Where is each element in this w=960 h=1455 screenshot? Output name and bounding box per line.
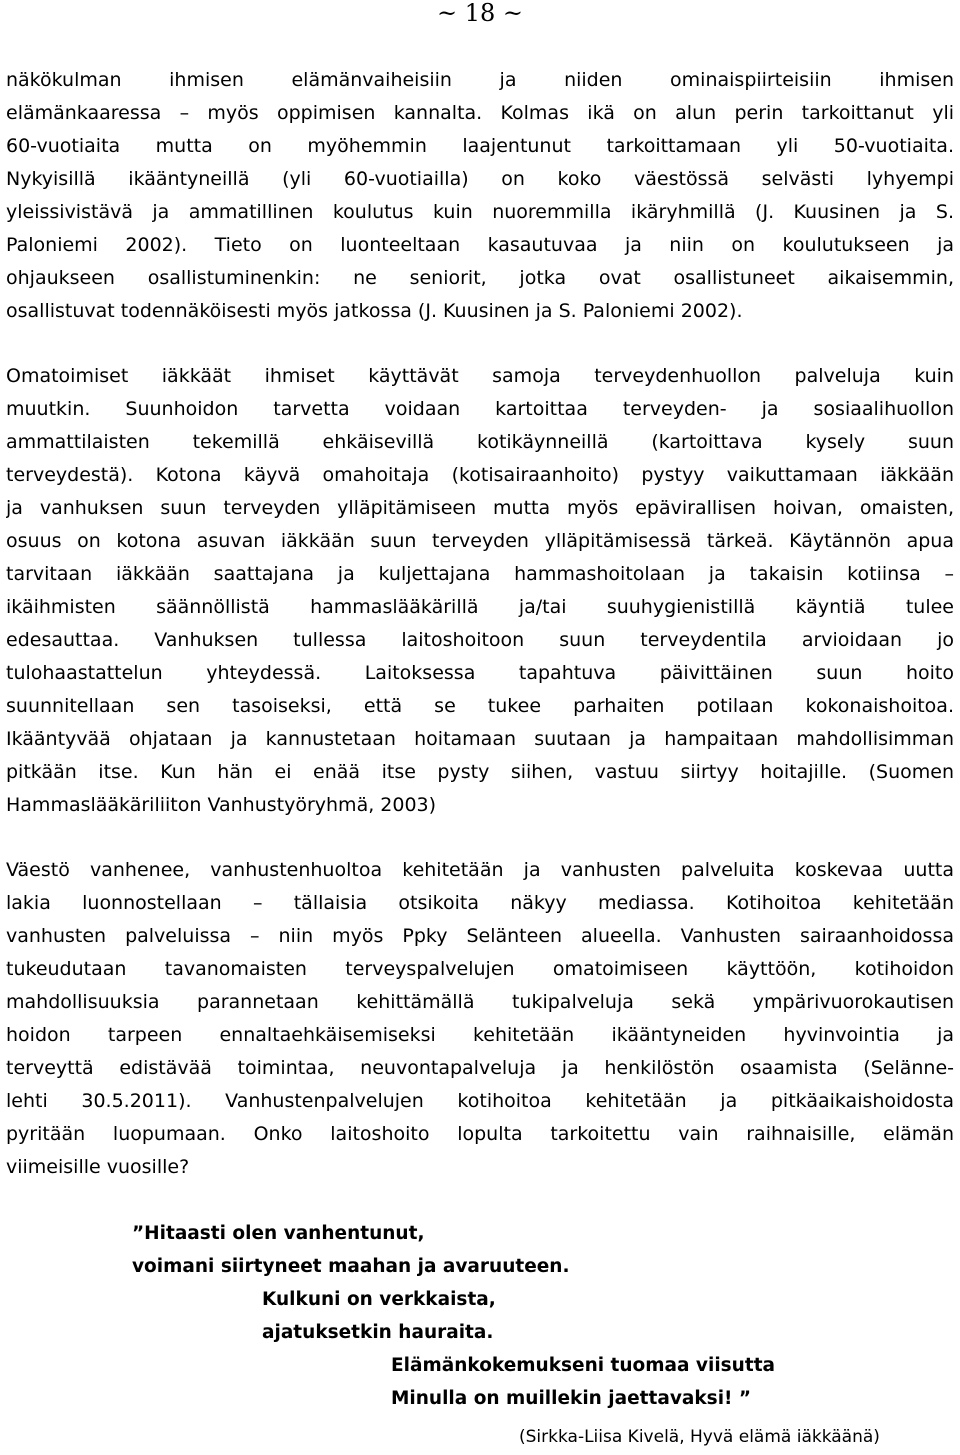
text-line: Ikääntyvää ohjataan ja kannustetaan hoitamaan suutaan ja hampaitaan mahdollisimman [6, 728, 954, 750]
text-line: pyritään luopumaan. Onko laitoshoito lopulta tarkoitettu vain raihnaisille, elämän [6, 1123, 954, 1145]
text-line: Väestö vanhenee, vanhustenhuoltoa kehitetään ja vanhusten palveluita koskevaa uutta [6, 859, 954, 881]
text-line: 60-vuotiaita mutta on myöhemmin laajentunut tarkoittamaan yli 50-vuotiaita. [6, 135, 954, 157]
poem-line: ”Hitaasti olen vanhentunut, [132, 1223, 425, 1244]
text-line: muutkin. Suunhoidon tarvetta voidaan kartoittaa terveyden- ja sosiaalihuollon [6, 398, 954, 420]
text-line: suunnitellaan sen tasoiseksi, että se tukee parhaiten potilaan kokonaishoitoa. [6, 695, 954, 717]
text-line: elämänkaaressa – myös oppimisen kannalta. Kolmas ikä on alun perin tarkoittanut yli [6, 102, 954, 124]
body-text [6, 64, 954, 1184]
text-line: vanhusten palveluissa – niin myös Ppky Selänteen alueella. Vanhusten sairaanhoidossa [6, 925, 954, 947]
poem-attribution: (Sirkka-Liisa Kivelä, Hyvä elämä iäkkäänä) [519, 1427, 880, 1447]
text-line: pitkään itse. Kun hän ei enää itse pysty siihen, vastuu siirtyy hoitajille. (Suomen [6, 761, 954, 783]
poem-line: Kulkuni on verkkaista, [262, 1289, 496, 1310]
poem-line: voimani siirtyneet maahan ja avaruuteen. [132, 1256, 570, 1277]
text-line: Nykyisillä ikääntyneillä (yli 60-vuotiailla) on koko väestössä selvästi lyhyempi [6, 168, 954, 190]
text-line: ohjaukseen osallistuminenkin: ne seniorit, jotka ovat osallistuneet aikaisemmin, [6, 267, 954, 289]
poem-line: Elämänkokemukseni tuomaa viisutta [391, 1355, 776, 1376]
poem-line: Minulla on muillekin jaettavaksi! ” [391, 1388, 752, 1409]
poem-line: ajatuksetkin hauraita. [262, 1322, 494, 1343]
text-line: Hammaslääkäriliiton Vanhustyöryhmä, 2003) [6, 794, 437, 816]
text-line: näkökulman ihmisen elämänvaiheisiin ja niiden ominaispiirteisiin ihmisen [6, 69, 954, 91]
text-line: yleissivistävä ja ammatillinen koulutus kuin nuoremmilla ikäryhmillä (J. Kuusinen ja S. [6, 201, 954, 223]
text-line: osallistuvat todennäköisesti myös jatkossa (J. Kuusinen ja S. Paloniemi 2002). [6, 300, 743, 322]
page-number: ~ 18 ~ [436, 0, 523, 27]
text-line: tulohaastattelun yhteydessä. Laitoksessa tapahtuva päivittäinen suun hoito [6, 662, 954, 684]
text-line: viimeisille vuosille? [6, 1156, 190, 1178]
text-line: ja vanhuksen suun terveyden ylläpitämiseen mutta myös epävirallisen hoivan, omaisten, [6, 497, 954, 519]
text-line: Omatoimiset iäkkäät ihmiset käyttävät samoja terveydenhuollon palveluja kuin [6, 365, 954, 387]
paragraph [6, 64, 954, 328]
text-line: hoidon tarpeen ennaltaehkäisemiseksi kehitetään ikääntyneiden hyvinvointia ja [6, 1024, 954, 1046]
text-line: edesauttaa. Vanhuksen tullessa laitoshoitoon suun terveydentila arvioidaan jo [6, 629, 954, 651]
text-line: osuus on kotona asuvan iäkkään suun terveyden ylläpitämisessä tärkeä. Käytännön apua [6, 530, 954, 552]
text-line: mahdollisuuksia parannetaan kehittämällä tukipalveluja sekä ympärivuorokautisen [6, 991, 954, 1013]
text-line: Paloniemi 2002). Tieto on luonteeltaan kasautuvaa ja niin on koulutukseen ja [6, 234, 954, 256]
text-line: terveydestä). Kotona käyvä omahoitaja (kotisairaanhoito) pystyy vaikuttamaan iäkkään [6, 464, 954, 486]
text-line: lehti 30.5.2011). Vanhustenpalvelujen kotihoitoa kehitetään ja pitkäaikaishoidosta [6, 1090, 954, 1112]
text-line: ikäihmisten säännöllistä hammaslääkärillä ja/tai suuhygienistillä käyntiä tulee [6, 596, 954, 618]
text-line: lakia luonnostellaan – tällaisia otsikoita näkyy mediassa. Kotihoitoa kehitetään [6, 892, 954, 914]
paragraph [6, 854, 954, 1184]
text-line: tukeudutaan tavanomaisten terveyspalvelujen omatoimiseen käyttöön, kotihoidon [6, 958, 954, 980]
paragraph [6, 360, 954, 822]
text-line: tarvitaan iäkkään saattajana ja kuljettajana hammashoitolaan ja takaisin kotiinsa – [6, 563, 954, 585]
text-line: ammattilaisten tekemillä ehkäisevillä kotikäynneillä (kartoittava kysely suun [6, 431, 954, 453]
text-line: terveyttä edistävää toimintaa, neuvontapalveluja ja henkilöstön osaamista (Selänne- [6, 1057, 954, 1079]
